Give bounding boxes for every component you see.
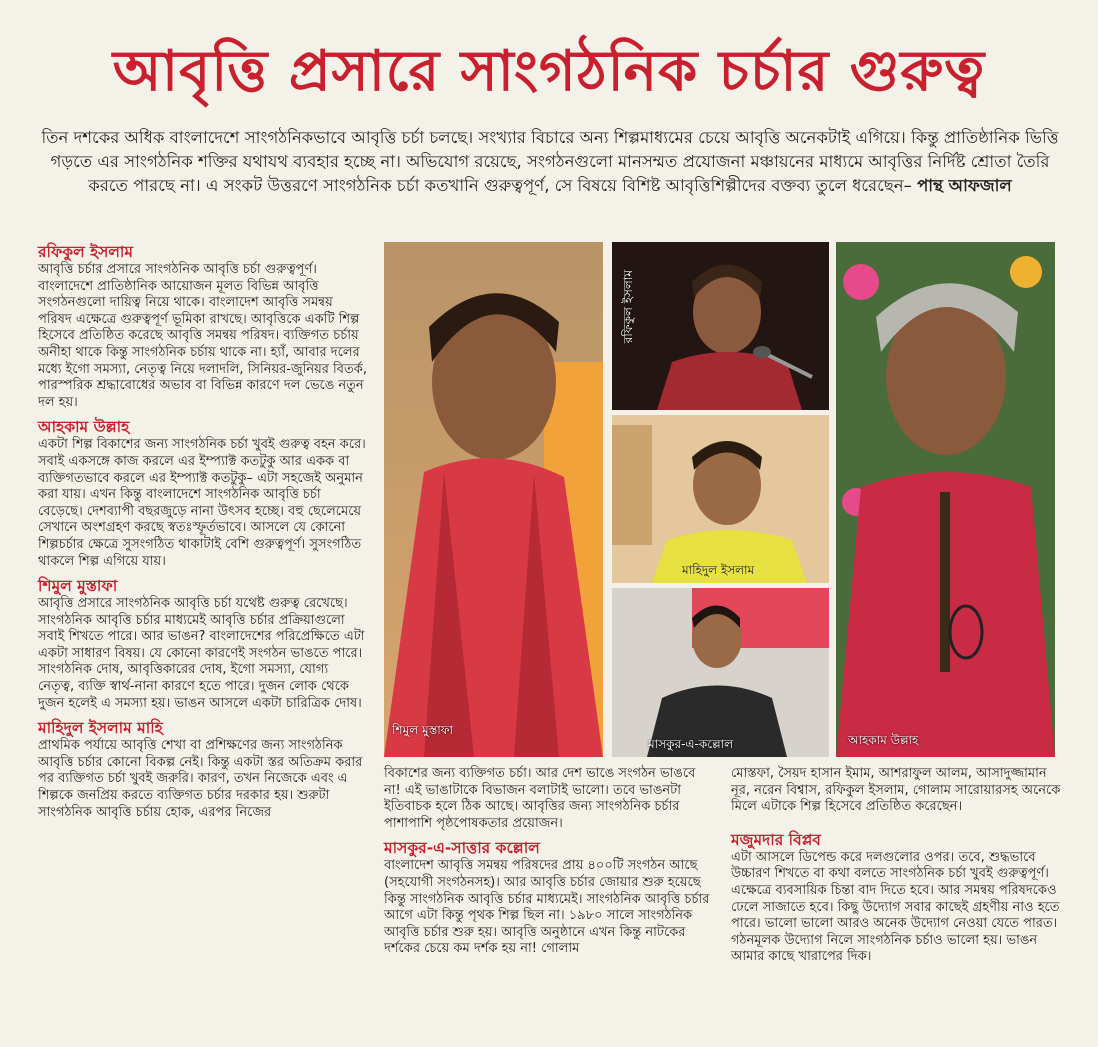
- speaker-quote: প্রাথমিক পর্যায়ে আবৃত্তি শেখা বা প্রশিক্ষণের জন্য সাংগঠনিক আবৃত্তি চর্চার কোনো বিকল্প নেই। কিন্তু একটা স্তর অতিক্রম করার পর ব্যক্তিগত চর্চা খুবই জরুরি। কারণ, তখন নিজেকে এবং এ শিল্পকে জনপ্রিয় করতে ব্যক্তিগত চর্চার দরকার হয়। শুরুটা সাংগঠনিক আবৃত্তি চর্চায় হোক, এরপর নিজের: [38, 738, 363, 820]
- caption-ahkam: আহকাম উল্লাহ: [848, 733, 919, 747]
- portrait-illustration: [384, 242, 603, 757]
- speaker-name: আহকাম উল্লাহ: [38, 418, 130, 437]
- column-2: [384, 766, 714, 964]
- speaker-name: মাহিদুল ইসলাম মাহি: [38, 719, 163, 738]
- photo-mahidul-islam: [612, 415, 829, 583]
- speaker-quote: বিকাশের জন্য ব্যক্তিগত চর্চা। আর দেশ ভাঙে সংগঠন ভাঙবে না! এই ভাঙাটাকে বিভাজন বলাটাই ভালো। তবে ভাঙনটা ইতিবাচক হলে ঠিক আছে। আবৃত্তির জন্য সাংগঠনিক চর্চার পাশাপাশি পৃষ্ঠপোষকতার প্রয়োজন।: [384, 766, 696, 831]
- photo-rafiqul-islam: [612, 242, 829, 410]
- portrait-illustration: [612, 415, 829, 583]
- headline: আবৃত্তি প্রসারে সাংগঠনিক চর্চার গুরুত্ব: [112, 39, 986, 104]
- portrait-illustration: [836, 242, 1055, 757]
- intro-paragraph: [40, 126, 1060, 198]
- portrait-illustration: [612, 588, 829, 757]
- photo-ahkam-ullah: [836, 242, 1055, 757]
- speaker-quote: আবৃত্তি চর্চার প্রসারে সাংগঠনিক আবৃত্তি চর্চা গুরুত্বপূর্ণ। বাংলাদেশে প্রাতিষ্ঠানিক আয়োজন মূলত বিভিন্ন আবৃত্তি সংগঠনগুলো দায়িত্ব নিয়ে থাকে। বাংলাদেশ আবৃত্তি সমন্বয় পরিষদ এক্ষেত্রে গুরুত্বপূর্ণ ভূমিকা রাখছে। আবৃত্তিকে একটি শিল্প হিসেবে প্রতিষ্ঠিত করেছে আবৃত্তি সমন্বয় পরিষদ। ব্যক্তিগত চর্চায় অনীহা থাকে কিন্তু সাংগঠনিক চর্চায় থাকে না। হ্যাঁ, আবার দলের মধ্যে ইগো সমস্যা, নেতৃত্ব নিয়ে দলাদলি, সিনিয়র-জুনিয়র বিতর্ক, পারস্পরিক শ্রদ্ধাবোধের অভাব বা বিভিন্ন কারণে দল ভেঙে নতুন দল হয়।: [38, 262, 367, 410]
- speaker-quote: মোস্তফা, সৈয়দ হাসান ইমাম, আশরাফুল আলম, আসাদুজ্জামান নূর, নরেন বিশ্বাস, রফিকুল ইসলাম, গোলাম সারোয়ারসহ অনেকে মিলে এটাকে শিল্প হিসেবে প্রতিষ্ঠিত করেছেন।: [731, 766, 1061, 815]
- caption-shimul: শিমুল মুস্তাফা: [392, 723, 453, 737]
- caption-rafiqul: রফিকুল ইসলাম: [621, 270, 635, 344]
- caption-maskur: মাসকুর-এ-কল্লোল: [648, 737, 734, 751]
- speaker-name: শিমুল মুস্তাফা: [38, 577, 118, 596]
- column-3: [731, 766, 1061, 972]
- caption-mahidul: মাহিদুল ইসলাম: [682, 563, 755, 577]
- speaker-name: মাসকুর-এ-সাত্তার কল্লোল: [384, 839, 540, 858]
- speaker-quote: বাংলাদেশ আবৃত্তি সমন্বয় পরিষদের প্রায় ৪০০টি সংগঠন আছে (সহযোগী সংগঠনসহ)। আর আবৃত্তি চর্চার জোয়ার শুরু হয়েছে কিন্তু সাংগঠনিক আবৃত্তি চর্চার মাধ্যমেই। সাংগঠনিক আবৃত্তি চর্চার আগে এটা কিন্তু পৃথক শিল্প ছিল না। ১৯৮০ সালে সাংগঠনিক আবৃত্তি চর্চার শুরু হয়। আবৃত্তি অনুষ্ঠানে এখন কিন্তু নাটকের দর্শকের চেয়ে কম দর্শক হয় না! গোলাম: [384, 858, 710, 957]
- photo-maskur-kallol: [612, 588, 829, 757]
- byline: পান্থ আফজাল: [917, 176, 1012, 195]
- column-1: [38, 242, 368, 827]
- speaker-quote: একটা শিল্প বিকাশের জন্য সাংগঠনিক চর্চা খুবই গুরুত্ব বহন করে। সবাই একসঙ্গে কাজ করলে এর ইম্প্যাক্ট কতটুকু আর একক বা ব্যক্তিগতভাবে করলে এর ইম্প্যাক্ট কতটুকু– এটা সহজেই অনুমান করা যায়। এখন কিন্তু বাংলাদেশে সাংগঠনিক আবৃত্তি চর্চা বেড়েছে। দেশব্যাপী বছরজুড়ে নানা উৎসব হচ্ছে। বহু ছেলেমেয়ে সেখানে অংশগ্রহণ করছে স্বতঃস্ফূর্তভাবে। আসলে যে কোনো শিল্পচর্চার ক্ষেত্রে সুসংগঠিত থাকাটাই বেশি গুরুত্বপূর্ণ। সুসংগঠিত থাকলে শিল্প এগিয়ে যায়।: [38, 437, 366, 569]
- speaker-name: মজুমদার বিপ্লব: [731, 830, 821, 849]
- portrait-illustration: [612, 242, 829, 410]
- speaker-quote: এটা আসলে ডিপেন্ড করে দলগুলোর ওপর। তবে, শুদ্ধভাবে উচ্চারণ শিখতে বা কথা বলতে সাংগঠনিক চর্চা খুবই গুরুত্বপূর্ণ। এক্ষেত্রে ব্যবসায়িক চিন্তা বাদ দিতে হবে। আর সমন্বয় পরিষদকেও ঢেলে সাজাতে হবে। কিছু উদ্যোগ সবার কাছেই গ্রহণীয় নাও হতে পারে। ভালো ভালো আরও অনেক উদ্যোগ নেওয়া যেতে পারত। গঠনমূলক উদ্যোগ নিলে সাংগঠনিক চর্চাও ভালো হয়। ভাঙন আমার কাছে খারাপের দিক।: [731, 849, 1060, 965]
- speaker-name: রফিকুল ইসলাম: [38, 243, 134, 261]
- photo-shimul-mustafa: [384, 242, 603, 757]
- intro-text: তিন দশকের অধিক বাংলাদেশে সাংগঠনিকভাবে আবৃত্তি চর্চা চলছে। সংখ্যার বিচারে অন্য শিল্পমাধ্যমের চেয়ে আবৃত্তি অনেকটাই এগিয়ে। কিন্তু প্রাতিষ্ঠানিক ভিত্তি গড়তে এর সাংগঠনিক শক্তির যথাযথ ব্যবহার হচ্ছে না। অভিযোগ রয়েছে, সংগঠনগুলো মানসম্মত প্রযোজনা মঞ্চায়নের মাধ্যমে আবৃত্তির নির্দিষ্ট শ্রোতা তৈরি করতে পারছে না। এ সংকট উত্তরণে সাংগঠনিক চর্চা কতখানি গুরুত্বপূর্ণ, সে বিষয়ে বিশিষ্ট আবৃত্তিশিল্পীদের বক্তব্য তুলে ধরেছেন–: [41, 128, 1059, 195]
- speaker-quote: আবৃত্তি প্রসারে সাংগঠনিক আবৃত্তি চর্চা যথেষ্ট গুরুত্ব রেখেছে। সাংগঠনিক আবৃত্তি চর্চার মাধ্যমেই আবৃত্তি চর্চার প্রক্রিয়াগুলো সবাই শিখতে পারে। আর ভাঙন? বাংলাদেশের পরিপ্রেক্ষিতে এটা একটা সাধারণ বিষয়। যে কোনো কারণেই সংগঠন ভাঙতে পারে। সাংগঠনিক দোষ, আবৃত্তিকারের দোষ, ইগো সমস্যা, যোগ্য নেতৃত্ব, ব্যক্তি স্বার্থ-নানা কারণে হতে পারে। দুজন লোক থেকে দুজন হলেই এ সমস্যা হয়। ভাঙন আসলে একটা চারিত্রিক দোষ।: [38, 596, 365, 711]
